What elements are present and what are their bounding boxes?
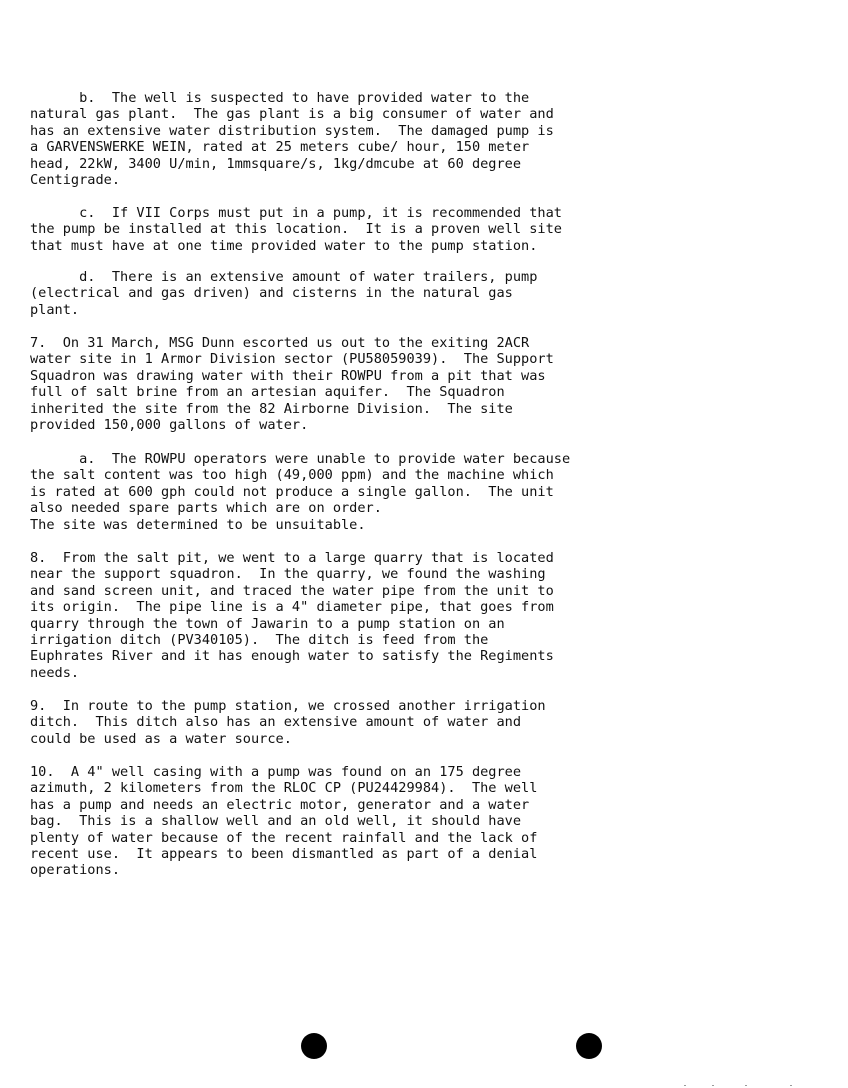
scan-speck bbox=[684, 1085, 686, 1086]
paragraph-7a: a. The ROWPU operators were unable to provide water because the salt content was too high (49,000 ppm) and the machine which is rated at 600 gph could not produce a single gallon. The unit also needed spare parts which are on order. The site was determined to be unsuitable. bbox=[30, 451, 571, 533]
punch-hole-right bbox=[576, 1033, 602, 1059]
scan-speck bbox=[712, 1085, 714, 1086]
punch-hole-left bbox=[301, 1033, 327, 1059]
paragraph-7: 7. On 31 March, MSG Dunn escorted us out to the exiting 2ACR water site in 1 Armor Division sector (PU58059039). The Support Squadron was drawing water with their ROWPU from a pit that was full of salt brine from an artesian aquifer. The Squadron inherited the site from the 82 Airborne Division. The site provided 150,000 gallons of water. bbox=[30, 335, 554, 434]
paragraph-6c: c. If VII Corps must put in a pump, it is recommended that the pump be installed at this location. It is a proven well site that must have at one time provided water to the pump station. bbox=[30, 205, 562, 254]
paragraph-9: 9. In route to the pump station, we crossed another irrigation ditch. This ditch also has an extensive amount of water and could be used as a water source. bbox=[30, 698, 546, 747]
paragraph-6d: d. There is an extensive amount of water trailers, pump (electrical and gas driven) and cisterns in the natural gas plant. bbox=[30, 269, 538, 318]
paragraph-10: 10. A 4" well casing with a pump was found on an 175 degree azimuth, 2 kilometers from the RLOC CP (PU24429984). The well has a pump and needs an electric motor, generator and a water bag. This is a shallow well and an old well, it should have plenty of water because of the recent rainfall and the lack of recent use. It appears to been dismantled as part of a denial operations. bbox=[30, 764, 538, 879]
paragraph-8: 8. From the salt pit, we went to a large quarry that is located near the support squadron. In the quarry, we found the washing and sand screen unit, and traced the water pipe from the unit to its origin. The pipe line is a 4" diameter pipe, that goes from quarry through the town of Jawarin to a pump station on an irrigation ditch (PV340105). The ditch is feed from the Euphrates River and it has enough water to satisfy the Regiments needs. bbox=[30, 550, 554, 681]
scan-speck bbox=[790, 1085, 792, 1086]
paragraph-6b: b. The well is suspected to have provided water to the natural gas plant. The gas plant is a big consumer of water and has an extensive water distribution system. The damaged pump is a GARVENSWERKE WEIN, rated at 25 meters cube/ hour, 150 meter head, 22kW, 3400 U/min, 1mmsquare/s, 1kg/dmcube at 60 degree Centigrade. bbox=[30, 90, 554, 189]
scan-speck bbox=[745, 1085, 747, 1086]
